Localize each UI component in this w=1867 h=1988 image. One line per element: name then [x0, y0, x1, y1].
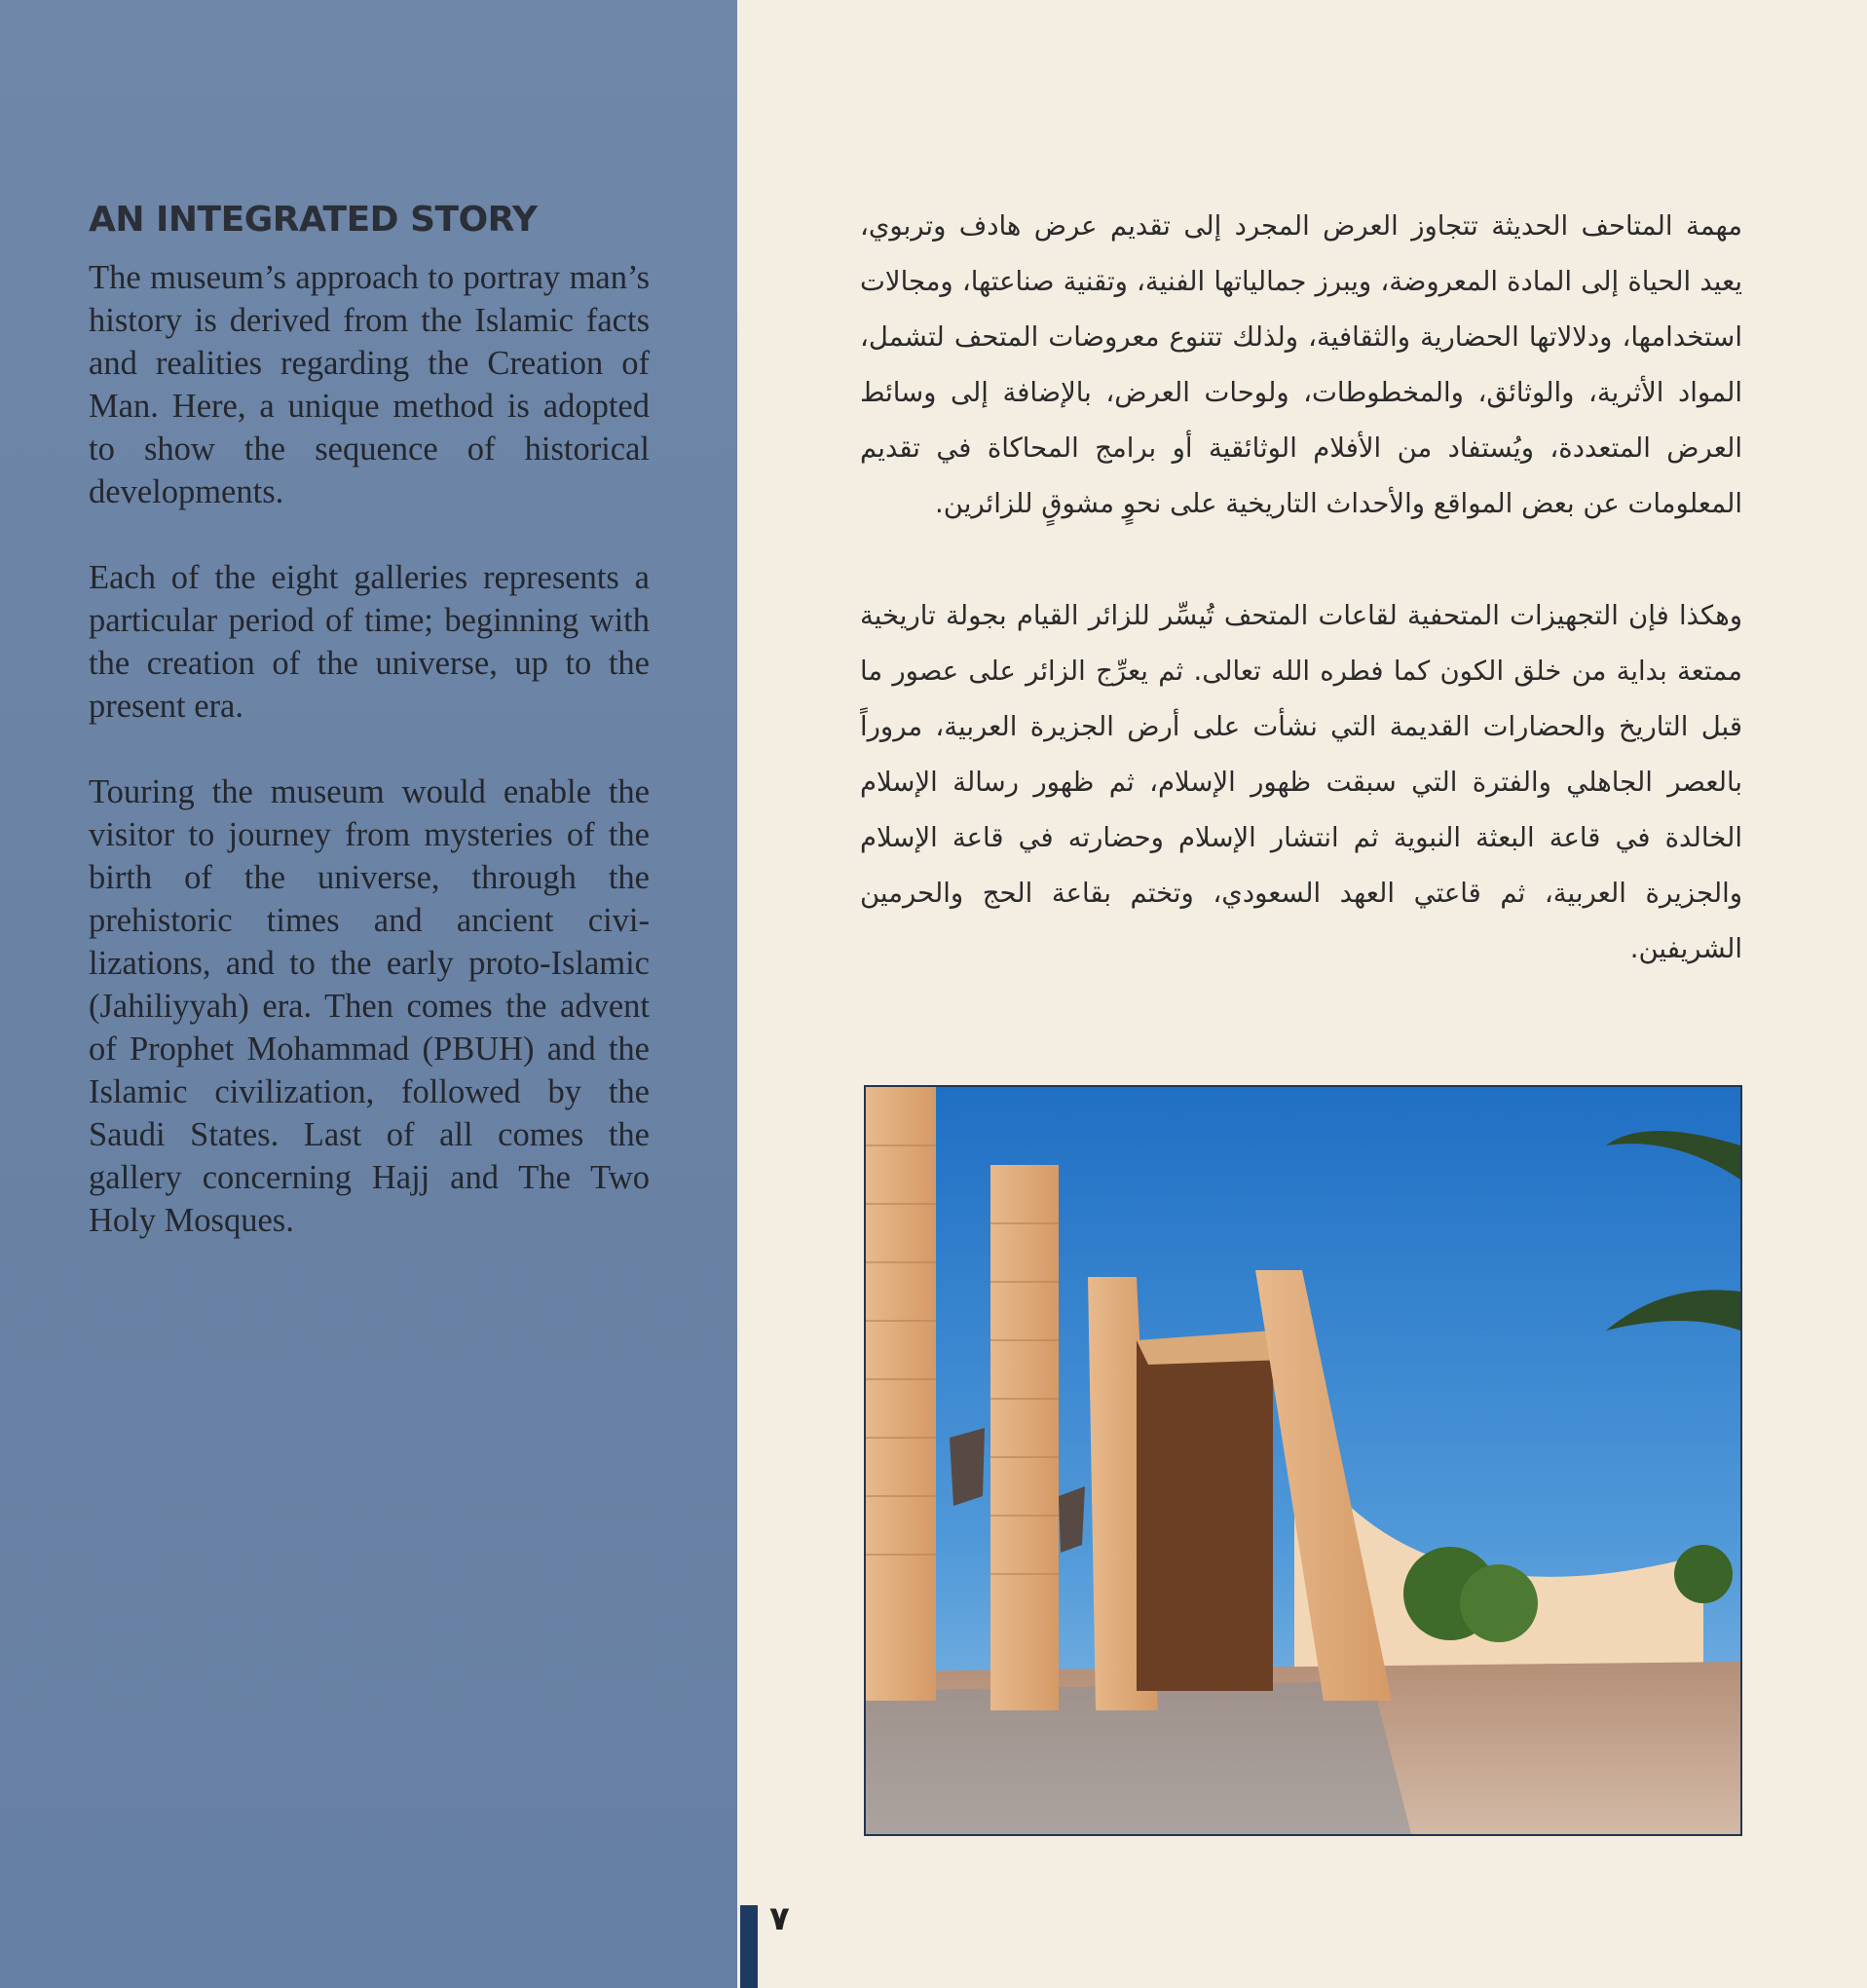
page-number-bar	[740, 1905, 758, 1988]
arabic-paragraph-1: مهمة المتاحف الحديثة تتجاوز العرض المجرد إلى تقديم عرض هادف وتربوي، يعيد الحياة إلى المادة المعروضة، ويبرز جمالياتها الفنية، وتقنية صناعتها، ومجالات استخدامها، ودلالاتها الحضارية والثقافية، ولذلك تتنوع معروضات المتحف لتشمل، المواد الأثرية، والوثائق، والمخطوطات، ولوحات العرض، بالإضافة إلى وسائط العرض المتعددة، ويُستفاد من الأفلام الوثائقية أو برامج المحاكاة في تقديم المعلومات عن بعض المواقع والأحداث التاريخية على نحوٍ مشوقٍ للزائرين.	[860, 210, 1742, 519]
english-paragraph-3: Touring the museum would enable the visitor to journey from mysteries of the birth of the universe, through the prehistoric times and ancient civilizations, and to the early proto-Islamic (Jahiliyyah) era. Then comes the advent of Prophet Mohammad (PBUH) and the Islamic civilization, followed by the Saudi States. Last of all comes the gallery concerning Hajj and The Two Holy Mosques.	[89, 773, 650, 1239]
english-paragraph-1: The museum’s approach to portray man’s history is derived from the Islamic facts and realities regarding the Creation of Man. Here, a unique method is adopted to show the sequence of historical developments.	[89, 259, 650, 510]
arabic-paragraph-2: وهكذا فإن التجهيزات المتحفية لقاعات المتحف تُيسِّر للزائر القيام بجولة تاريخية ممتعة بداية من خلق الكون كما فطره الله تعالى. ثم يعرِّج الزائر على عصور ما قبل التاريخ والحضارات القديمة التي نشأت على أرض الجزيرة العربية، مروراً بالعصر الجاهلي والفترة التي سبقت ظهور الإسلام، ثم ظهور رسالة الإسلام الخالدة في قاعة البعثة النبوية ثم انتشار الإسلام وحضارته في قاعة الإسلام والجزيرة العربية، ثم قاعتي العهد السعودي، وتختم بقاعة الحج والحرمين الشريفين.	[860, 600, 1742, 964]
page-number: ٧	[769, 1899, 790, 1938]
museum-building-photo	[864, 1085, 1742, 1836]
arabic-column	[860, 199, 1742, 977]
left-panel	[0, 0, 737, 1988]
section-heading: AN INTEGRATED STORY	[89, 200, 538, 240]
english-column	[89, 200, 650, 1285]
english-paragraph-2: Each of the eight galleries represents a particular period of time; beginning with the creation of the universe, up to the present era.	[89, 559, 650, 725]
